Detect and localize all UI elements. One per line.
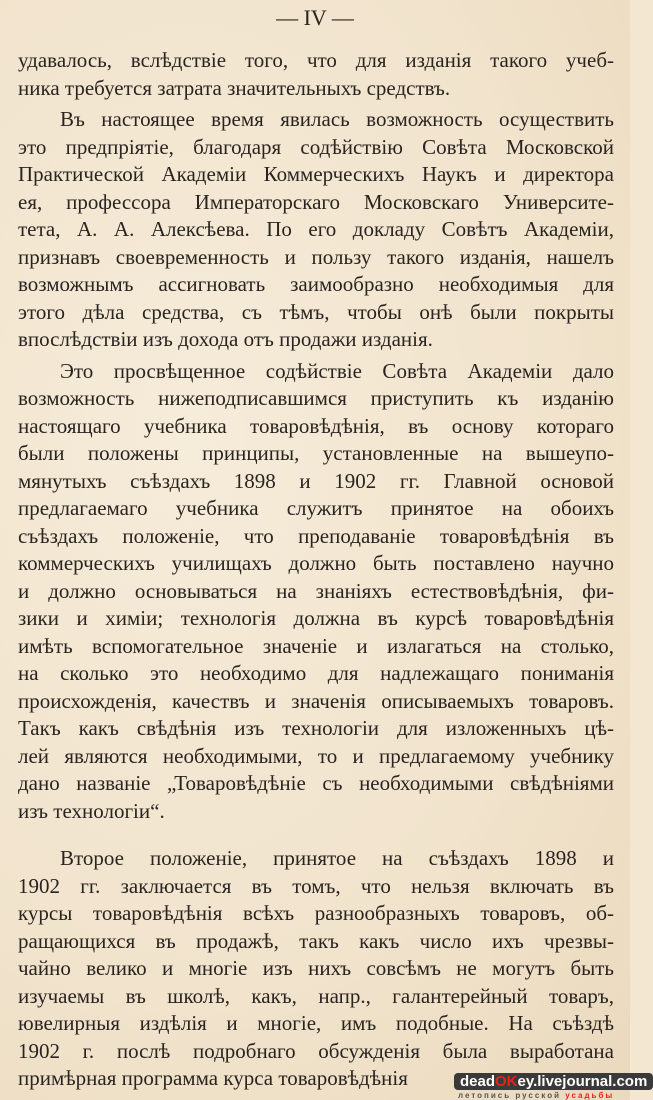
watermark-sub-red: усадьбы [565,1091,615,1100]
text-line: 1902 г. послѣ подробнаго обсужденія была выработана [18,1038,614,1063]
paragraph [18,47,614,102]
text-line: Такъ какъ свѣдѣнія изъ технологіи для изложенныхъ цѣ- [18,716,614,740]
paragraph [18,358,614,826]
text-line: предлагаемаго учебника служитъ принятое на обоихъ [18,496,614,520]
text-line: ея, профессора Императорскаго Московскаго Университе- [18,189,614,214]
text-line: дано названіе „Товаровѣдѣніе съ необходимыми свѣдѣніями [18,771,614,795]
watermark-subtitle [458,1091,614,1100]
text-line: этого дѣла средства, съ тѣмъ, чтобы онѣ были покрыты [18,299,614,324]
text-line: изъ технологіи“. [18,798,165,823]
text-line: происхожденія, качествъ и значенія описываемыхъ товаровъ. [18,688,614,713]
text-line: Въ настоящее время явилась возможность осуществить [60,107,614,131]
text-line: возможность нижеподписавшимся приступить къ изданію [18,386,614,410]
text-line: Это просвѣщенное содѣйствіе Совѣта Академіи дало [60,358,614,383]
text-line: признавъ своевременность и пользу такого изданія, нашелъ [18,244,614,269]
text-line: настоящаго учебника товаровѣдѣнія, въ основу котораго [18,413,614,438]
paragraph [18,845,614,1093]
watermark-sub: летопись русской [458,1091,561,1100]
text-line: зики и химіи; технологія должна въ курсѣ товаровѣдѣнія [18,606,614,630]
text-line: тета, А. А. Алексѣева. По его докладу Совѣтъ Академіи, [18,217,614,241]
text-line: имѣть вспомогательное значеніе и излагаться на столько, [18,633,614,658]
text-line: съѣздахъ положеніе, что преподаваніе товаровѣдѣнія въ [18,523,614,548]
text-line: и должно основываться на знаніяхъ естествовѣдѣнія, фи- [18,578,614,603]
text-line: ника требуется затрата значительныхъ средствъ. [18,75,451,100]
paragraph [18,106,614,354]
text-line: 1902 гг. заключается въ томъ, что нельзя включать въ [18,873,614,898]
text-line: возможнымъ ассигновать заимообразно необходимыя для [18,272,614,296]
text-line: это предпріятіе, благодаря содѣйствію Совѣта Московской [18,134,614,159]
text-line: ращающихся въ продажѣ, такъ какъ число ихъ чрезвы- [18,928,614,953]
watermark-part: ey.livejournal.com [517,1073,648,1090]
text-line: примѣрная программа курса товаровѣдѣнія [18,1066,408,1090]
text-line: впослѣдствіи изъ дохода отъ продажи изданія. [18,327,433,351]
text-line: чайно велико и многіе изъ нихъ совсѣмъ не могутъ быть [18,956,614,980]
page-number: — IV — [276,5,354,30]
watermark-logo [454,1073,653,1090]
text-line: лей являются необходимыми, то и предлагаемому учебнику [18,743,614,768]
watermark-part: OK [495,1073,518,1090]
body-text [18,47,614,1093]
text-line: были положены принципы, установленные на вышеупо- [18,441,614,465]
text-line: удавалось, вслѣдствіе того, что для изданія такого учеб- [18,48,614,72]
text-line: курсы товаровѣдѣнія всѣхъ разнообразныхъ товаровъ, об- [18,901,614,925]
text-line: мянутыхъ съѣздахъ 1898 и 1902 гг. Главной основой [18,468,614,493]
text-line: коммерческихъ училищахъ должно быть поставлено научно [18,551,614,575]
text-line: изучаемы въ школѣ, какъ, напр., галантерейный товаръ, [18,983,614,1008]
text-line: Практической Академіи Коммерческихъ Наукъ и директора [18,162,614,186]
watermark-part: dead [460,1073,496,1090]
text-line: ювелирныя издѣлія и многіе, имъ подобные. На съѣздѣ [18,1011,614,1035]
text-line: на сколько это необходимо для надлежащаго пониманія [18,661,614,685]
text-line: Второе положеніе, принятое на съѣздахъ 1898 и [60,846,614,870]
